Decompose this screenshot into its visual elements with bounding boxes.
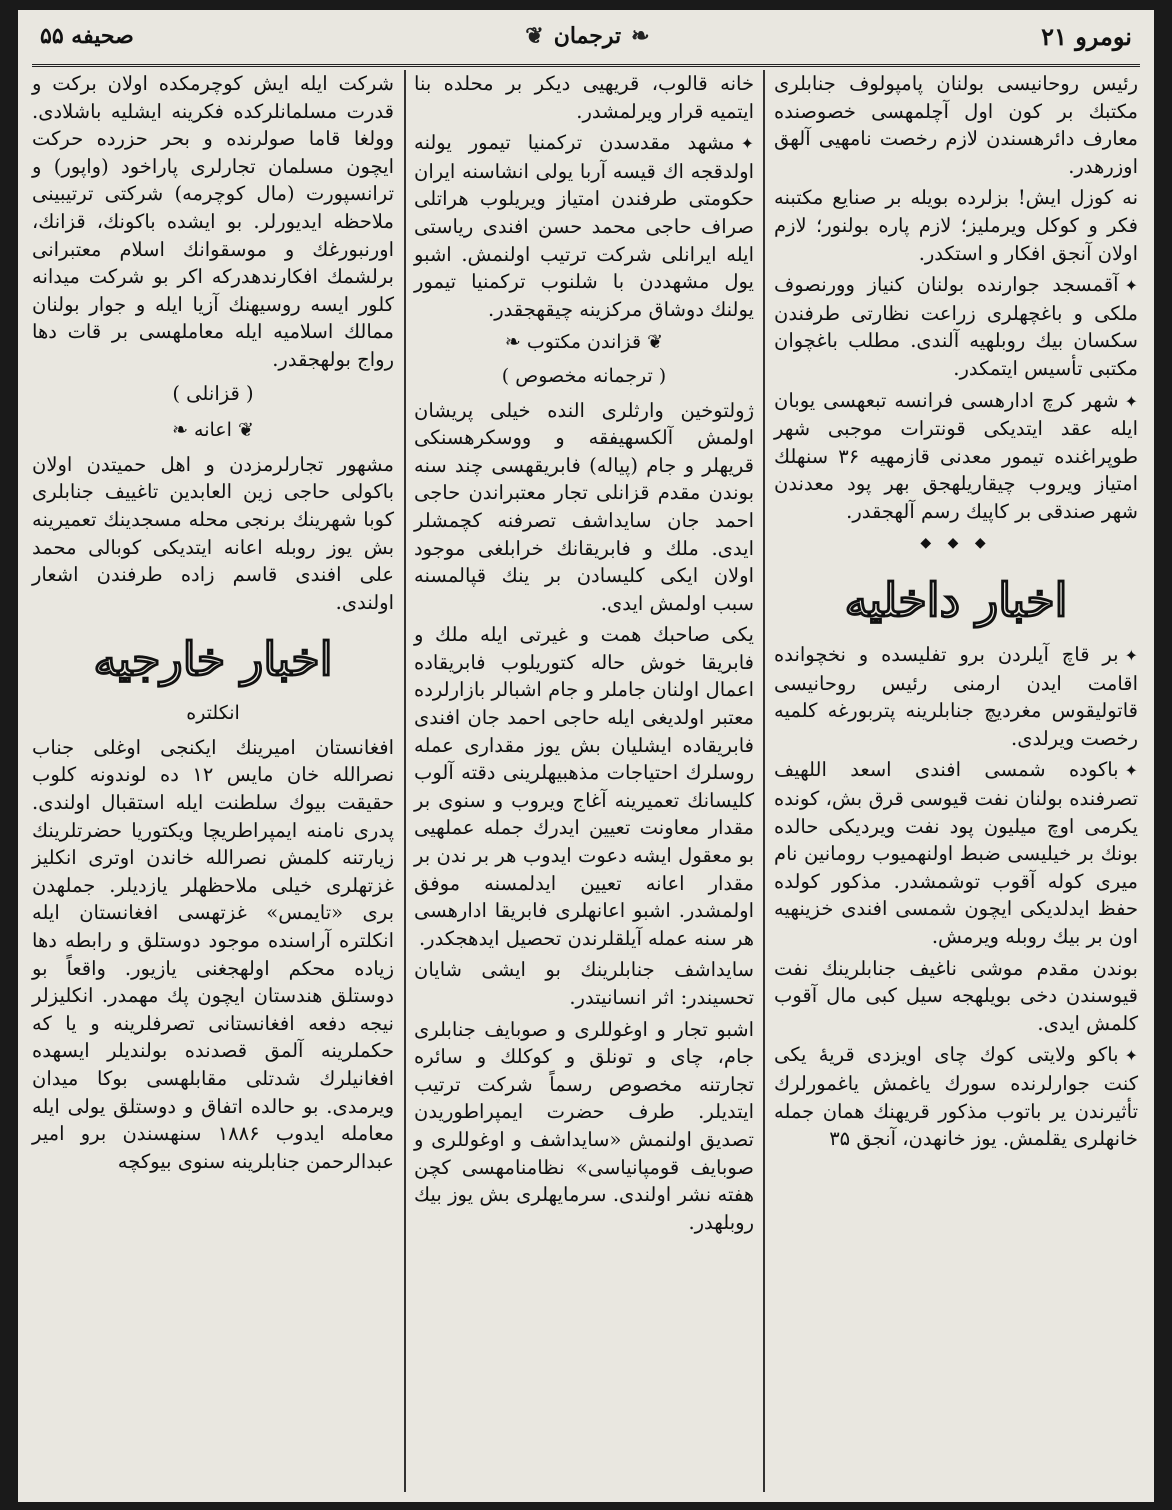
diamond-bullet-icon: ✦ [1124, 646, 1138, 666]
paragraph: اشبو تجار و اوغوللری و صوبایف جنابلری جام، چای و تونلق و کوکلك و سائره تجارتنه مخصوص رسماً شرکت ترتیب ایتدیلر. طرف حضرت ایمپراطوریدن تصدیق اولنمش «سایداشف و اوغوللری و صوبایف قومپانیاسی» نظامنامهسی کچن هفته نشر اولندی. سرمایهلری بش یوز بیك روبلهدر. [414, 1017, 754, 1234]
aid-title: ❦ اعانه ❧ [172, 419, 254, 442]
letter-title: ❦ قزاندن مکتوب ❧ [504, 331, 664, 354]
news-item: ✦آقمسجد جوارنده بولنان کنیاز وورنصوف ملکی و باغچهلری زراعت نظارتی طرفندن سکسان بیك روبلهیه آلندی. مطلب باغچوان مکتبی تأسیس ایتمکدر. [774, 273, 1138, 380]
author-signature: ( قزانلی ) [172, 381, 254, 405]
section-heading-foreign-news: اخبار خارجیه [93, 632, 333, 687]
ornament-icon: ❦ [647, 331, 664, 354]
paragraph: بوندن مقدم موشی ناغیف جنابلرینك نفت قیوسندن دخی بویلهجه سیل کبی مال آقوب کلمش ایدی. [774, 956, 1138, 1035]
section-heading-domestic-news: اخبار داخلیه [844, 573, 1068, 628]
ornament-icon: ❧ [631, 23, 650, 49]
diamond-bullet-icon: ✦ [740, 134, 754, 154]
paragraph: خانه قالوب، قریهیی دیکر بر محلده بنا ایتمیه قرار ویرلمشدر. [414, 72, 754, 123]
column-middle [406, 70, 762, 1496]
news-item: ✦باکوده شمسی افندی اسعد اللهیف تصرفنده بولنان نفت قیوسی قرق بش، کونده یکرمی اوچ میلیون پود نفت ویردیکی حالده بونك بر خیلیسی ضبط اولنهمیوب رومانین نام میری کوله آقوب توشمشدر. مذکور کولده حفظ ایدلدیکی ایچون شمسی افندی خزینهیه اون بر بیك روبله ویرمش. [774, 758, 1138, 949]
news-item: ✦باکو ولایتی کوك چای اویزدی قریهٔ یکی کنت جوارلرنده سورك یاغمش یاغمورلرك تأثیرندن یر باتوب مذکور قریهنك همان جمله خانهلری یقلمش. یوز خانهدن، آنجق ۳۵ [774, 1043, 1138, 1151]
ornament-icon: ❦ [237, 419, 254, 442]
news-item: ✦مشهد مقدسدن ترکمنیا تیمور یولنه اولدقجه اك قیسه آربا یولی انشاسنه ایران حکومتی طرفندن امتیاز ویریلوب هراتلی صراف حاجی محمد حسن افندی ریاستی ایله ایرانلی شرکت ترتیب اولنمش. اشبو یول مشهددن با شلنوب ترکمنیا تیمور یولنك دوشاق مرکزینه چیقهجقدر. [414, 131, 754, 321]
masthead [525, 23, 649, 49]
letter-subtitle: ( ترجمانه مخصوص ) [501, 364, 667, 387]
column-divider [763, 70, 765, 1492]
issue-number: نومرو ۲۱ [1041, 21, 1132, 51]
news-item: ✦شهر کرچ ادارهسی فرانسه تبعهسی یوبان ایله عقد ایتدیکی قونترات موجبی شهر طوپراغنده تیمور معدنی قازمهیه ۳۶ سنهلك امتیاز ویروب چیقاریلهجق بهر پود معدندن شهر صندقی بر کاپیك رسم آلهجقدر. [774, 388, 1138, 523]
paragraph: رئیس روحانیسی بولنان پامپولوف جنابلری مکتبك بر کون اول آچلمهسی خصوصنده معارف دائرهسندن لازم رخصت نامهیی آلهق اوزرهدر. [774, 72, 1138, 178]
diamond-bullet-icon: ✦ [1124, 1046, 1138, 1066]
paragraph: شرکت ایله ایش کوچرمکده اولان برکت و قدرت مسلمانلرکده فکرینه ایشلیه باشلادی. وولغا قاما صولرنده و بحر حزرده حرکت ایچون مسلمان تجارلری پاراخود (واپور) و ترانسپورت (مال کوچرمه) شرکتی ترتیبینی ملاحظه ایدیورلر. بو ایشده باکونك، قزانك، اورنبورغك و موسقوانك اسلام معتبرانی برلشمك افکارندهدرکه اکر بو شرکت میدانه کلور ایسه روسیهنك آزیا ایله و جوار بولنان ممالك اسلامیه ایله معاملهسی بر قات دها رواج بولهجقدر. [32, 72, 394, 371]
section-divider: ◆ ◆ ◆ [920, 534, 992, 551]
paragraph: افغانستان امیرینك ایکنجی اوغلی جناب نصرالله خان مایس ۱۲ ده لوندونه کلوب حقیقت بیوك سلطنت ایله استقبال اولندی. پدری نامنه ایمپراطریچا ویکتوریا حضرتلرینك زیارتنه کلمش نصرالله خاندن اوتری انکلیز غزتهلری خیلی ملاحظهلر یازدیلر. جملهدن بری «تایمس» غزتهسی افغانستان ایله انکلتره آراسنده موجود دوستلق و رابطه دها زیاده محکم اولهجغنی یازیور. واقعاً بو دوستلق هندستان ایچون پك مهمدر. انکلیزلر نیجه دفعه افغانستانی تصرفلرینه و یا که حکملرینه آلمق قصدنده بولندیلر ایسهده افغانیلرك شدتلی مقابلهسی بوکا میدان ویرمدی. بو حالده اتفاق و دوستلق یولی ایله معامله ایدوب ۱۸۸۶ سنهسندن برو امیر عبدالرحمن جنابلرینه سنوی بیوکچه [32, 735, 394, 1173]
masthead-title: ترجمان [553, 23, 622, 49]
diamond-bullet-icon: ✦ [1124, 761, 1138, 781]
ornament-icon: ❦ [525, 23, 544, 49]
news-item: ✦بر قاچ آیلردن برو تفلیسده و نخچوانده اقامت ایدن ارمنی رئیس روحانیسی قاتولیقوس مغردیچ جنابلرینه پتربورغه کلمیه رخصت ویرلدی. [774, 643, 1138, 750]
paragraph: ژولتوخین وارثلری النده خیلی پریشان اولمش آلکسهیفقه و ووسکرهسنکی قریهلر و جام (پیاله) فابریقهسی چند سنه بوندن مقدم قزانلی تجار معتبراندن حاجی احمد جان سایداشف تصرفنه کچمشلر ایدی. ملك و فابریقانك خرابلغی موجود اولان ایکی کلیسادن بر ینك قپالمسنه سبب اولمش ایدی. [414, 398, 754, 615]
paragraph: مشهور تجارلرمزدن و اهل حمیتدن اولان باکولی حاجی زین العابدین تاغییف جنابلری کوبا شهرینك برنجی محله مسجدینك تعمیرینه بش یوز روبله اعانه ایتدیکی کوبالی محمد علی افندی قاسم زاده طرفندن اشعار اولندی. [32, 452, 394, 614]
diamond-bullet-icon: ✦ [1124, 391, 1138, 411]
page-header [18, 10, 1154, 62]
subsection-title: انکلتره [186, 702, 240, 725]
diamond-bullet-icon: ✦ [1124, 276, 1138, 296]
newspaper-page [18, 10, 1154, 1502]
ornament-icon: ❧ [172, 419, 188, 442]
paragraph: یکی صاحبك همت و غیرتی ایله ملك و فابریقا خوش حاله کتوریلوب فابریقاده اعمال اولنان جاملر و جام اشبالر بازارلرده معتبر اولدیغی ایله حاجی احمد جان افندی فابریقاده ایشلیان بش یوز مقداری عمله روسلرك احتیاجات مذهبیهلرینی دقته آلوب کلیسانك تعمیرینه آغاج ویروب و سنوی بر مقدار معاونت تعیین ایدرك جمله عملهیی بو معقول ایشه دعوت ایدوب هر بر ندن بر مقدار اعانه تعیین ایدلمسنه موفق اولمشدر. اشبو اعانهلری فابریقا ادارهسی هر سنه عمله آیلقلرندن تحصیل ایدهجکدر. [414, 623, 754, 950]
paragraph: سایداشف جنابلرینك بو ایشی شایان تحسیندر: اثر انسانیتدر. [414, 958, 754, 1009]
paragraph: نه کوزل ایش! بزلرده بویله بر صنایع مکتبنه فکر و کوکل ویرملیز؛ لازم پاره بولنور؛ لازم اولان آنجق افکار و استکدر. [774, 186, 1138, 265]
ornament-icon: ❧ [504, 331, 521, 354]
page-number: صحیفه ۵۵ [40, 23, 134, 49]
column-right [766, 70, 1146, 1496]
column-left [24, 70, 402, 1496]
header-rule [32, 64, 1140, 67]
